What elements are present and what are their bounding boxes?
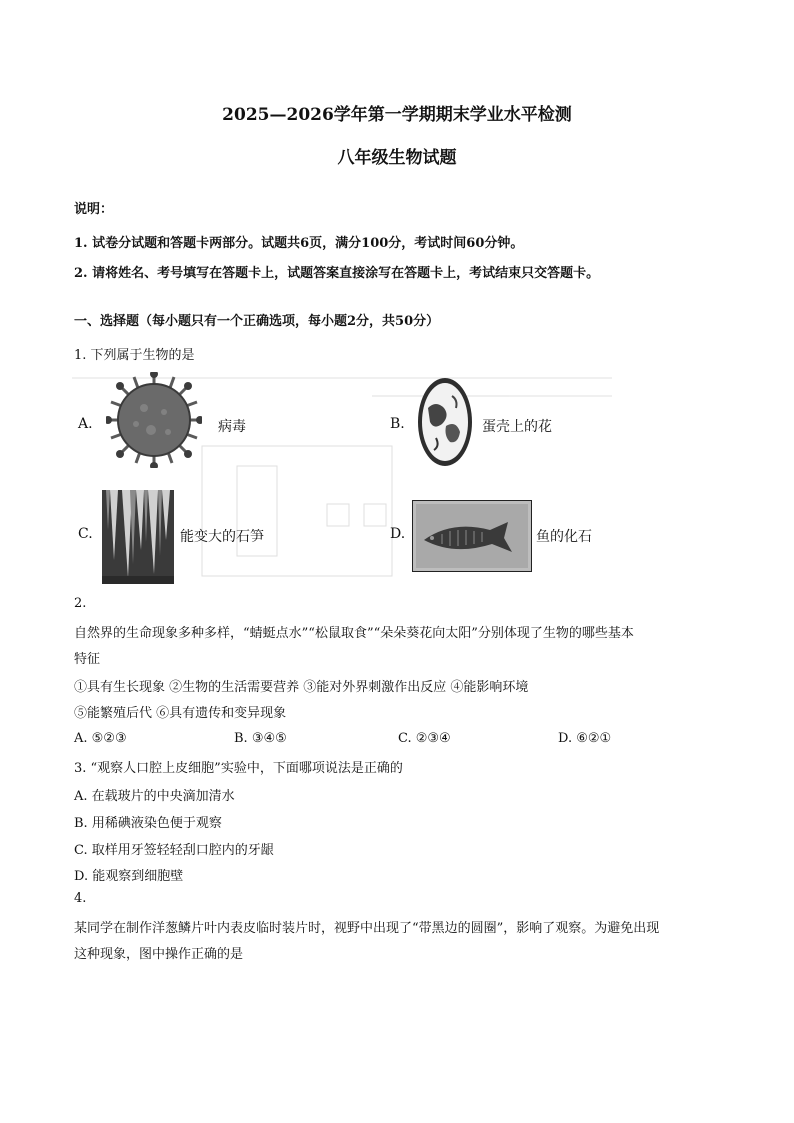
q4-number: 4.: [74, 891, 87, 906]
note-item-2: 2. 请将姓名、考号填写在答题卡上，试题答案直接涂写在答题卡上，考试结束只交答题卡。: [74, 266, 600, 281]
q1-option-b-caption: 蛋壳上的花: [482, 419, 552, 435]
q1-option-a-caption: 病毒: [218, 419, 246, 435]
q2-option-c[interactable]: C. ②③④: [398, 731, 451, 746]
note-item-1: 1. 试卷分试题和答题卡两部分。试题共6页，满分100分，考试时间60分钟。: [74, 236, 524, 251]
q3-option-d[interactable]: D. 能观察到细胞壁: [74, 869, 184, 884]
section-heading: 一、选择题（每小题只有一个正确选项，每小题2分，共50分）: [74, 314, 440, 329]
q2-option-d[interactable]: D. ⑥②①: [558, 731, 612, 746]
q2-number: 2.: [74, 596, 87, 611]
q3-option-a[interactable]: A. 在载玻片的中央滴加清水: [74, 789, 235, 804]
q1-figure: [72, 366, 612, 588]
q3-option-c[interactable]: C. 取样用牙签轻轻刮口腔内的牙龈: [74, 843, 274, 858]
q1-option-b-letter: B.: [390, 416, 405, 432]
q2-items-line2: ⑤能繁殖后代 ⑥具有遗传和变异现象: [74, 706, 287, 721]
virus-image: [106, 372, 202, 468]
q1-option-c-caption: 能变大的石笋: [180, 529, 264, 545]
stalagmite-image: [102, 490, 174, 584]
q1-option-d-letter: D.: [390, 526, 406, 542]
q1-option-c-letter: C.: [78, 526, 93, 542]
q2-stem-line2: 特征: [74, 652, 101, 667]
q2-option-a[interactable]: A. ⑤②③: [74, 731, 127, 746]
painted-egg-image: [416, 376, 474, 468]
q1-option-d-caption: 鱼的化石: [536, 529, 592, 545]
exam-subtitle: 八年级生物试题: [337, 148, 457, 168]
notes-heading: 说明：: [74, 202, 114, 217]
fish-fossil-image: [412, 500, 532, 572]
q3-option-b[interactable]: B. 用稀碘液染色便于观察: [74, 816, 222, 831]
q4-stem-line2: 这种现象，图中操作正确的是: [74, 947, 244, 962]
q2-option-b[interactable]: B. ③④⑤: [234, 731, 287, 746]
q1-stem: 1. 下列属于生物的是: [74, 348, 195, 363]
q4-stem-line1: 某同学在制作洋葱鳞片叶内表皮临时装片时，视野中出现了“带黑边的圆圈”，影响了观察。为避免出现: [74, 921, 660, 936]
q3-stem: 3. “观察人口腔上皮细胞”实验中，下面哪项说法是正确的: [74, 761, 403, 776]
exam-title: 2025—2026学年第一学期期末学业水平检测: [222, 105, 572, 125]
q2-items-line1: ①具有生长现象 ②生物的生活需要营养 ③能对外界刺激作出反应 ④能影响环境: [74, 680, 529, 695]
q2-stem-line1: 自然界的生命现象多种多样，“蜻蜓点水”“松鼠取食”“朵朵葵花向太阳”分别体现了生物的哪些基本: [74, 626, 634, 641]
q1-option-a-letter: A.: [78, 416, 93, 432]
